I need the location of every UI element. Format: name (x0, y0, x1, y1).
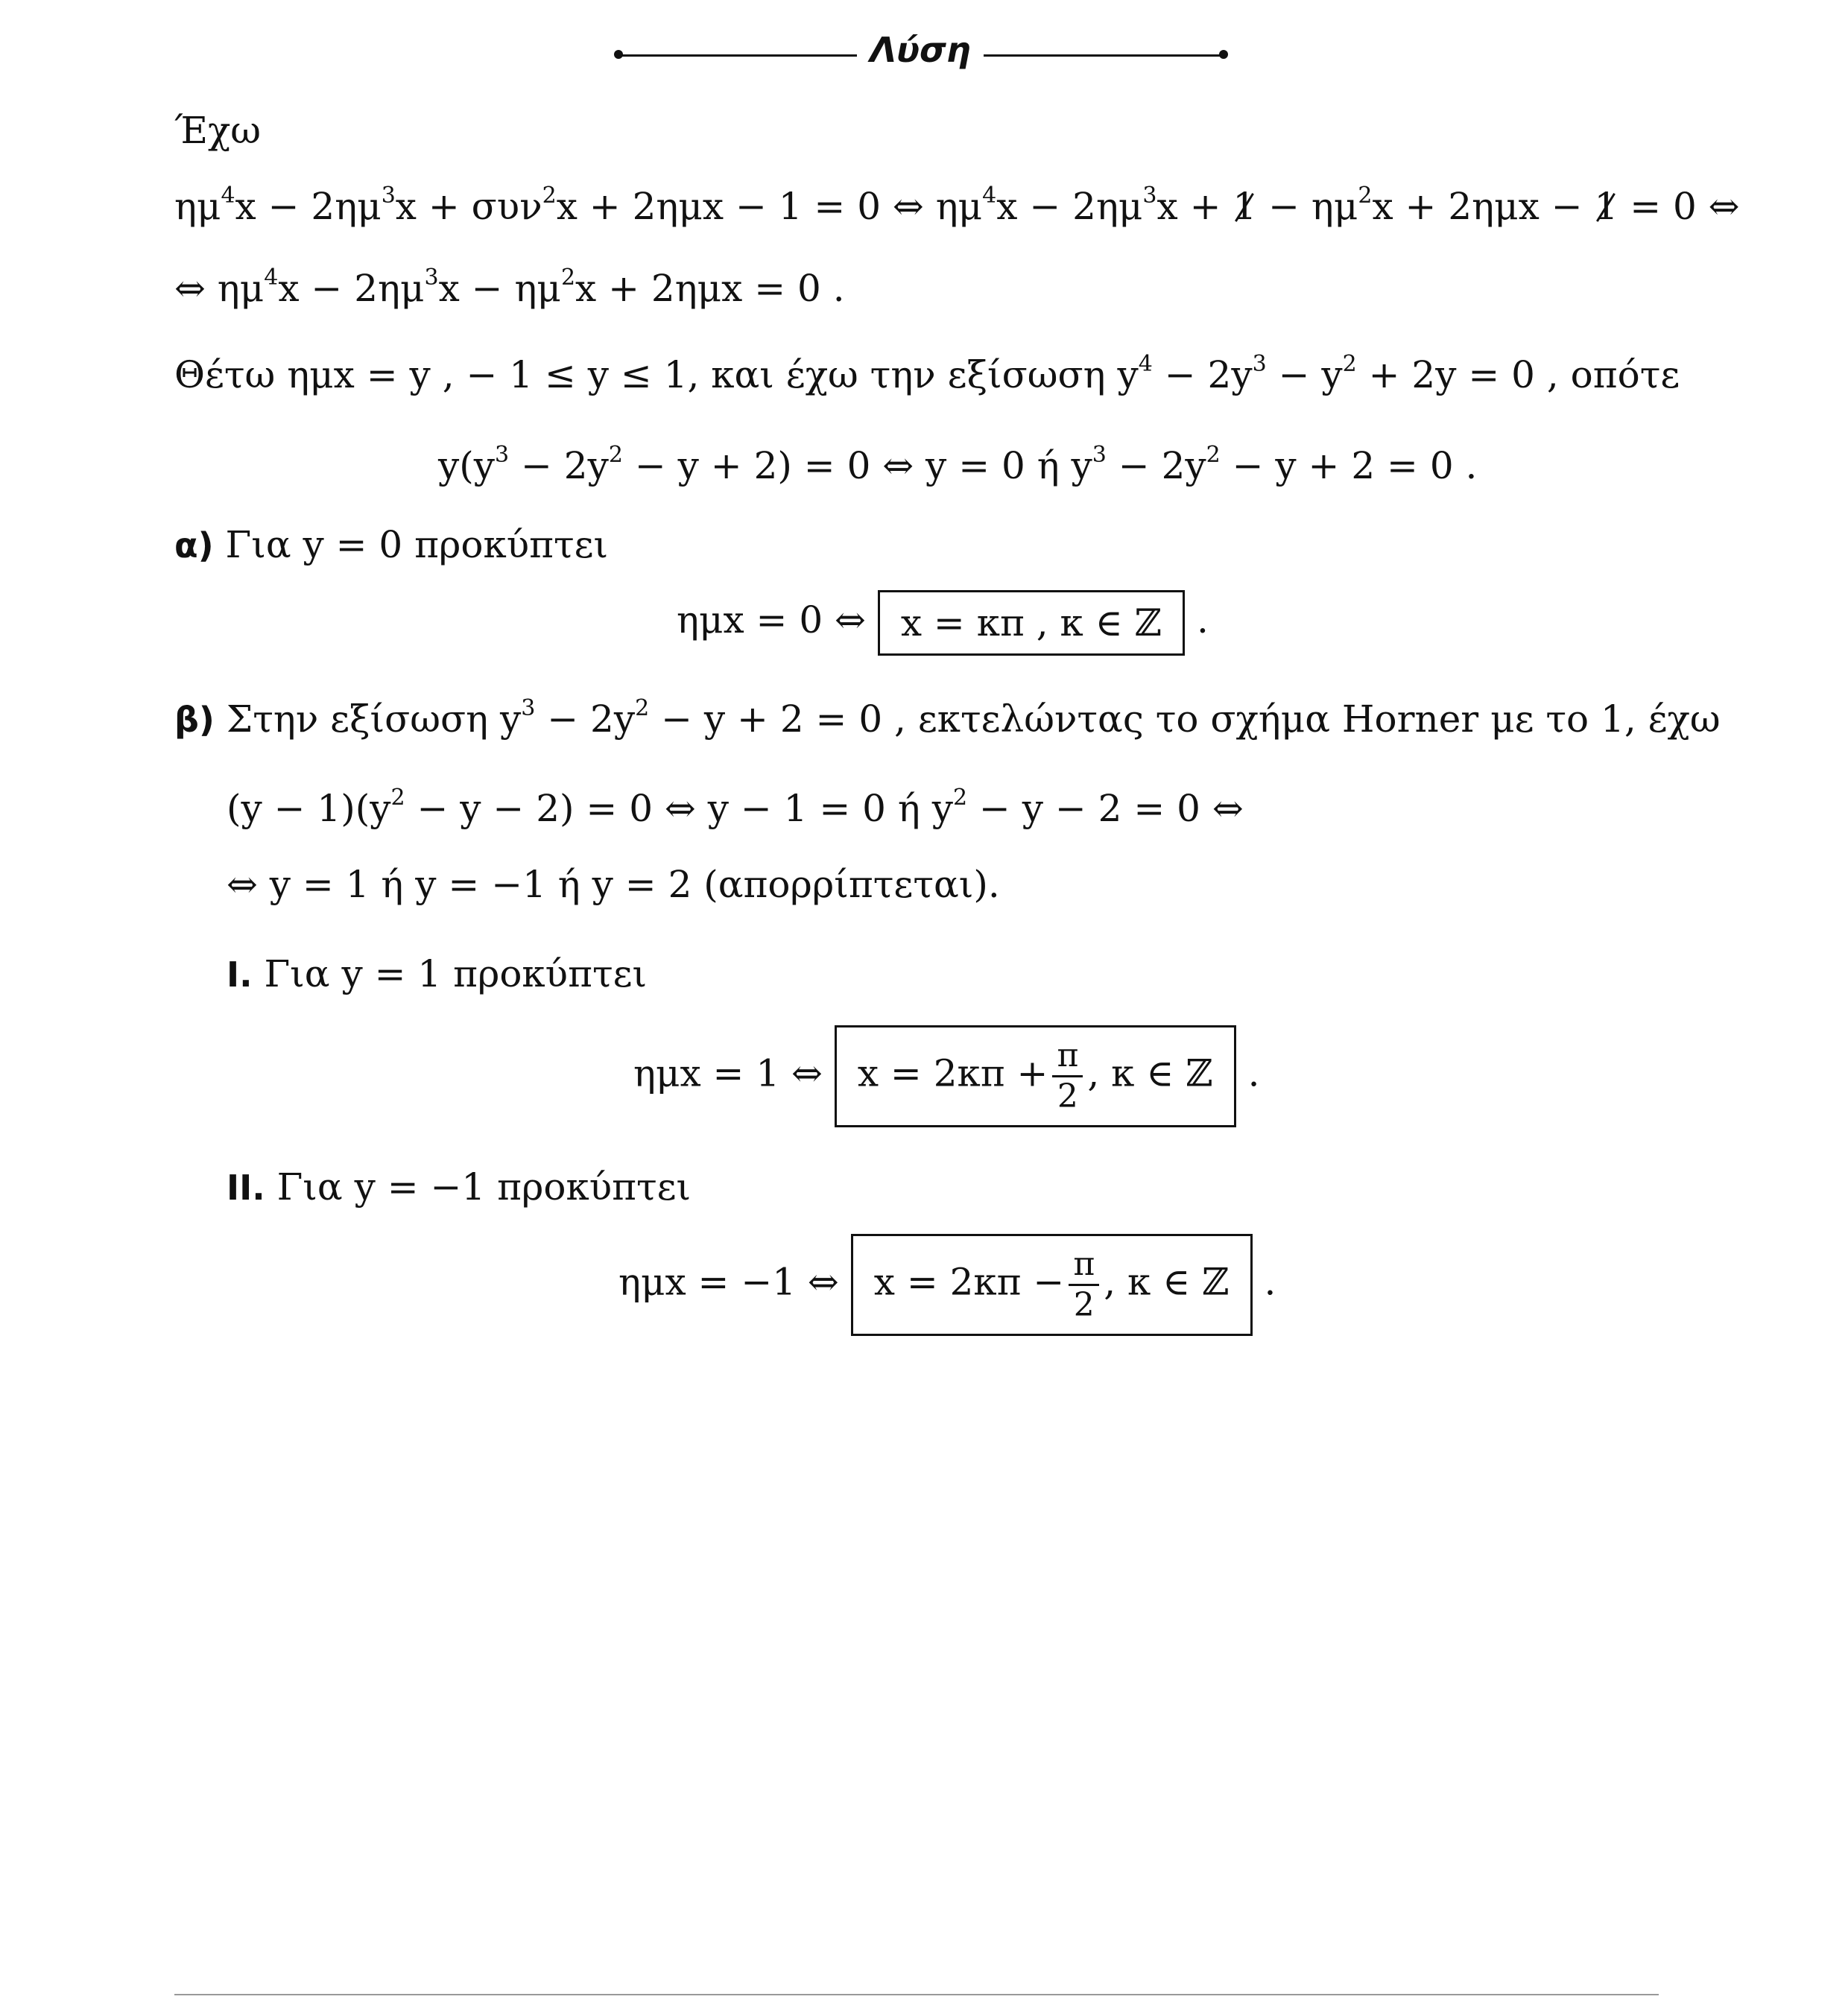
case-a-heading: α) Για y = 0 προκύπτει (174, 523, 609, 566)
header-right-dot (1219, 50, 1228, 59)
intro-text: Έχω (174, 109, 262, 152)
case-ii-answer-box: x = 2κπ − $\frac{\pi}{2}$ , κ ∈ ℤ (851, 1234, 1253, 1336)
case-a-result: ημx = 0 ⇔ x = κπ , κ ∈ ℤ . (677, 590, 1209, 656)
case-ii-heading: II. Για y = −1 προκύπτει (227, 1165, 692, 1209)
case-b-label: β) (174, 700, 215, 740)
case-b-heading: β) Στην εξίσωση $y^3 - 2y^2 - y + 2 = 0$ , εκτελώντας το σχήμα Horner με το 1, έχω (174, 695, 1721, 741)
case-i-result: ημx = 1 ⇔ x = 2κπ + $\frac{\pi}{2}$ , κ ∈ ℤ . (633, 1025, 1260, 1127)
case-ii-label: II. (227, 1168, 265, 1208)
case-ii-result: ημx = −1 ⇔ x = 2κπ − $\frac{\pi}{2}$ , κ ∈ ℤ . (618, 1234, 1276, 1336)
equation-2: ⇔ $\eta\mu^4x - 2\eta\mu^3x - \eta\mu^2x + 2\eta\mu x = 0$ . (174, 265, 845, 310)
case-i-heading: I. Για y = 1 προκύπτει (227, 952, 648, 995)
case-a-label: α) (174, 525, 214, 566)
case-a-answer-box: x = κπ , κ ∈ ℤ (878, 590, 1185, 656)
horner-line-1: $(y - 1)(y^2 - y - 2) = 0$ ⇔ y − 1 = 0 ή $y^2 - y - 2 = 0$ ⇔ (227, 785, 1244, 830)
substitution-line: Θέτω ημx = y , − 1 ≤ y ≤ 1, και έχω την εξίσωση $y^4 - 2y^3 - y^2 + 2y = 0$ , οπότε (174, 351, 1680, 396)
cancelled-one: 1 (1232, 185, 1257, 228)
header-left-rule (618, 54, 857, 57)
equation-1: $\eta\mu^4x - 2\eta\mu^3x + \sigma\upsilon\nu^2x + 2\eta\mu x - 1 = 0$ ⇔ $\eta\mu^4x - 2\eta\mu^3x + 1 - \eta\mu^2x + 2\eta\mu x - 1 = 0$ ⇔ (174, 183, 1740, 228)
factorization-line: $y(y^3 - 2y^2 - y + 2) = 0$ ⇔ y = 0 ή $y^3 - 2y^2 - y + 2 = 0$ . (438, 442, 1478, 487)
case-i-answer-box: x = 2κπ + $\frac{\pi}{2}$ , κ ∈ ℤ (835, 1025, 1236, 1127)
case-i-label: I. (227, 954, 253, 995)
pi-over-two-fraction: $\frac{\pi}{2}$ (1052, 1039, 1083, 1113)
horner-line-2: ⇔ y = 1 ή y = −1 ή y = 2 (απορρίπτεται). (227, 863, 1000, 906)
section-header (0, 30, 1848, 82)
footer-rule (174, 1994, 1659, 1995)
cancelled-one: 1 (1594, 185, 1618, 228)
header-right-rule (984, 54, 1222, 57)
pi-over-two-fraction: $\frac{\pi}{2}$ (1069, 1248, 1099, 1322)
header-title: Λύση (870, 30, 971, 70)
